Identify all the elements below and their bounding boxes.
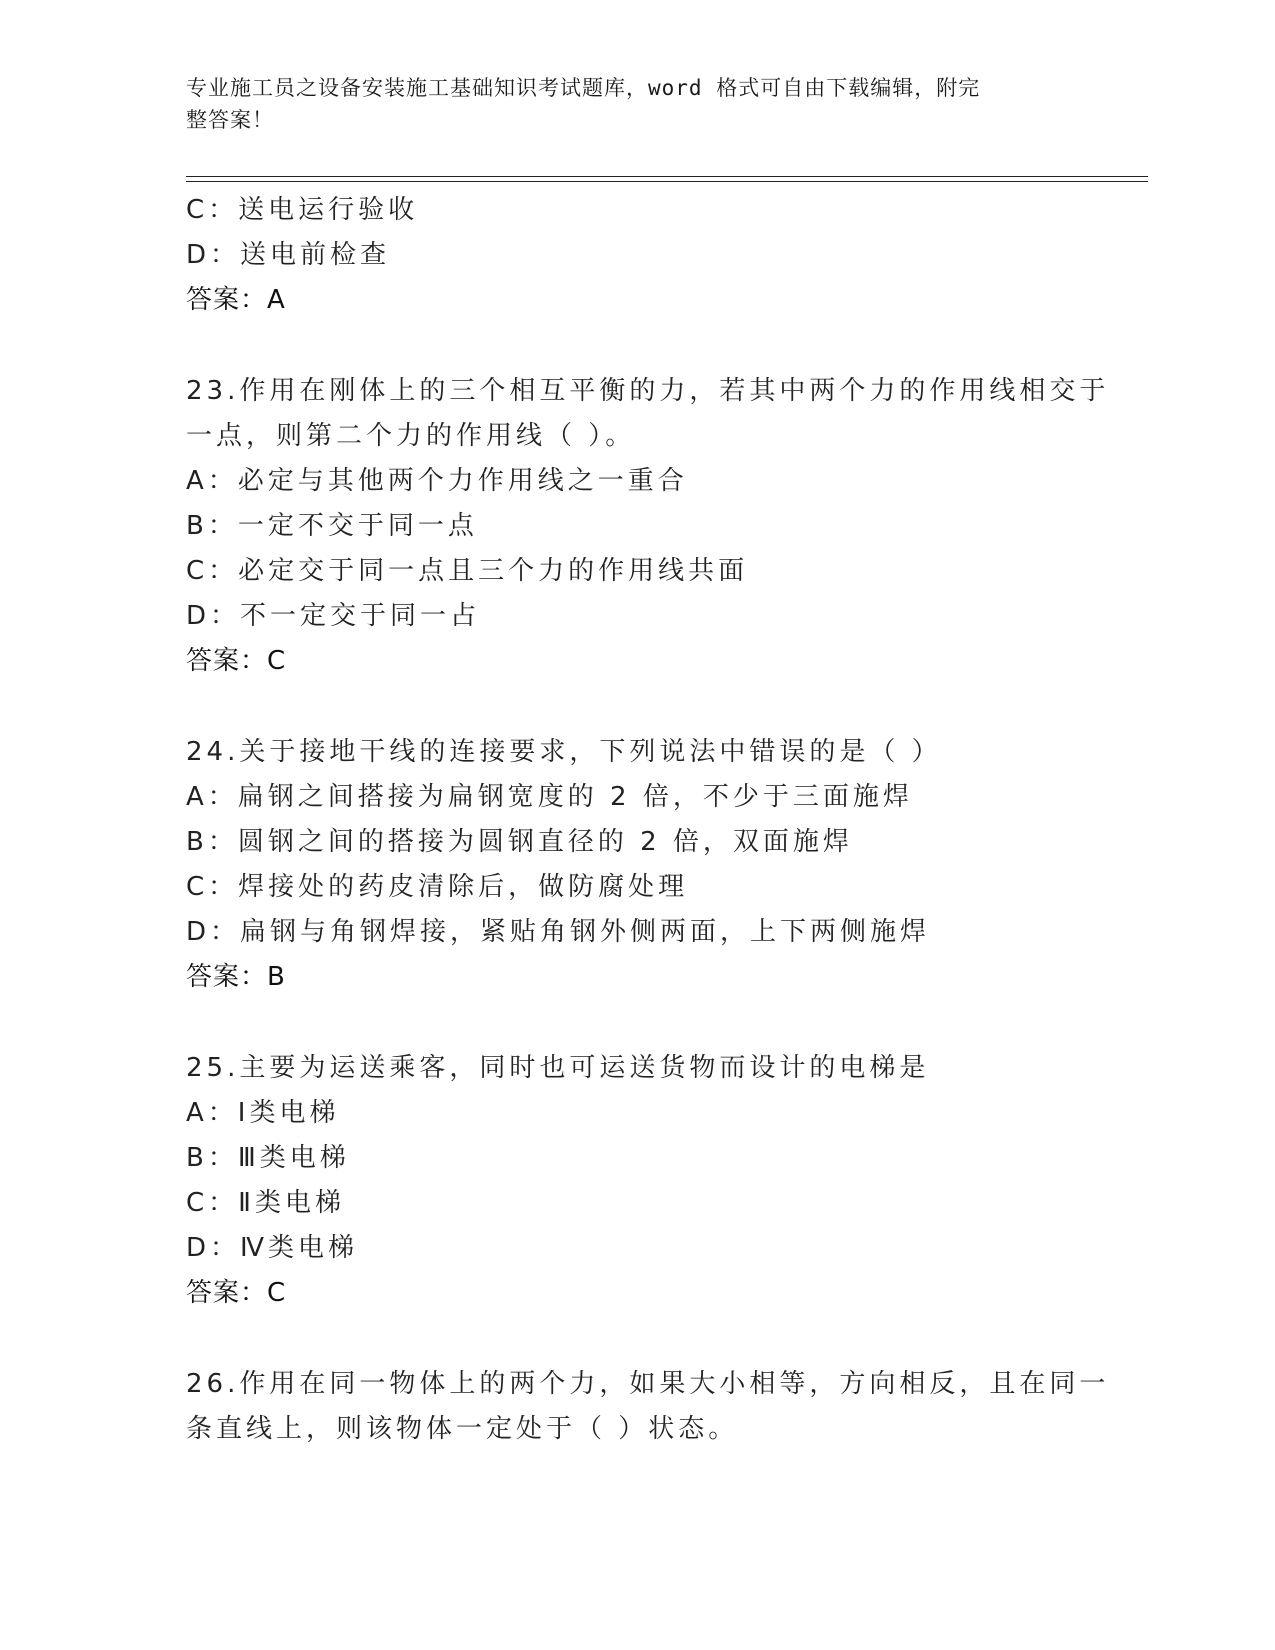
question-block-23 [186,369,1110,684]
question-stem: 24.关于接地干线的连接要求，下列说法中错误的是（ ） [186,737,942,767]
header-line-2: 整答案！ [186,108,274,132]
answer: 答案：A [186,285,286,315]
option-b: B：Ⅲ类电梯 [186,1143,350,1173]
header-divider-bottom [186,181,1148,182]
option-a: A：Ⅰ类电梯 [186,1098,340,1128]
option-b: B：圆钢之间的搭接为圆钢直径的 2 倍，双面施焊 [186,827,853,857]
question-block-25 [186,1046,1086,1316]
option-c: C：焊接处的药皮清除后，做防腐处理 [186,872,689,902]
option-b: B：一定不交于同一点 [186,511,478,541]
question-stem-cont: 一点，则第二个力的作用线（ ）。 [186,421,636,451]
question-stem: 23.作用在刚体上的三个相互平衡的力，若其中两个力的作用线相交于 [186,376,1110,406]
document-header [186,72,1066,136]
option-c: C：必定交于同一点且三个力的作用线共面 [186,556,749,586]
answer: 答案：C [186,1278,287,1308]
answer: 答案：B [186,962,286,992]
header-divider-top [186,176,1148,177]
question-block-26 [186,1362,1110,1452]
option-c: C：Ⅱ类电梯 [186,1188,345,1218]
option-d: D：不一定交于同一占 [186,601,481,631]
option-d: D：送电前检查 [186,240,391,270]
option-a: A：必定与其他两个力作用线之一重合 [186,466,688,496]
option-d: D：Ⅳ类电梯 [186,1233,359,1263]
question-stem: 25.主要为运送乘客，同时也可运送货物而设计的电梯是 [186,1053,930,1083]
question-stem-cont: 条直线上，则该物体一定处于（ ）状态。 [186,1414,739,1444]
question-block-22 [186,188,1086,323]
answer: 答案：C [186,646,287,676]
option-c: C：送电运行验收 [186,195,419,225]
question-list [186,188,1110,1452]
question-block-24 [186,730,1086,1000]
header-line-1: 专业施工员之设备安装施工基础知识考试题库，word 格式可自由下载编辑，附完 [186,76,981,100]
option-d: D：扁钢与角钢焊接，紧贴角钢外侧两面，上下两侧施焊 [186,917,931,947]
option-a: A：扁钢之间搭接为扁钢宽度的 2 倍，不少于三面施焊 [186,782,913,812]
question-stem: 26.作用在同一物体上的两个力，如果大小相等，方向相反，且在同一 [186,1369,1110,1399]
